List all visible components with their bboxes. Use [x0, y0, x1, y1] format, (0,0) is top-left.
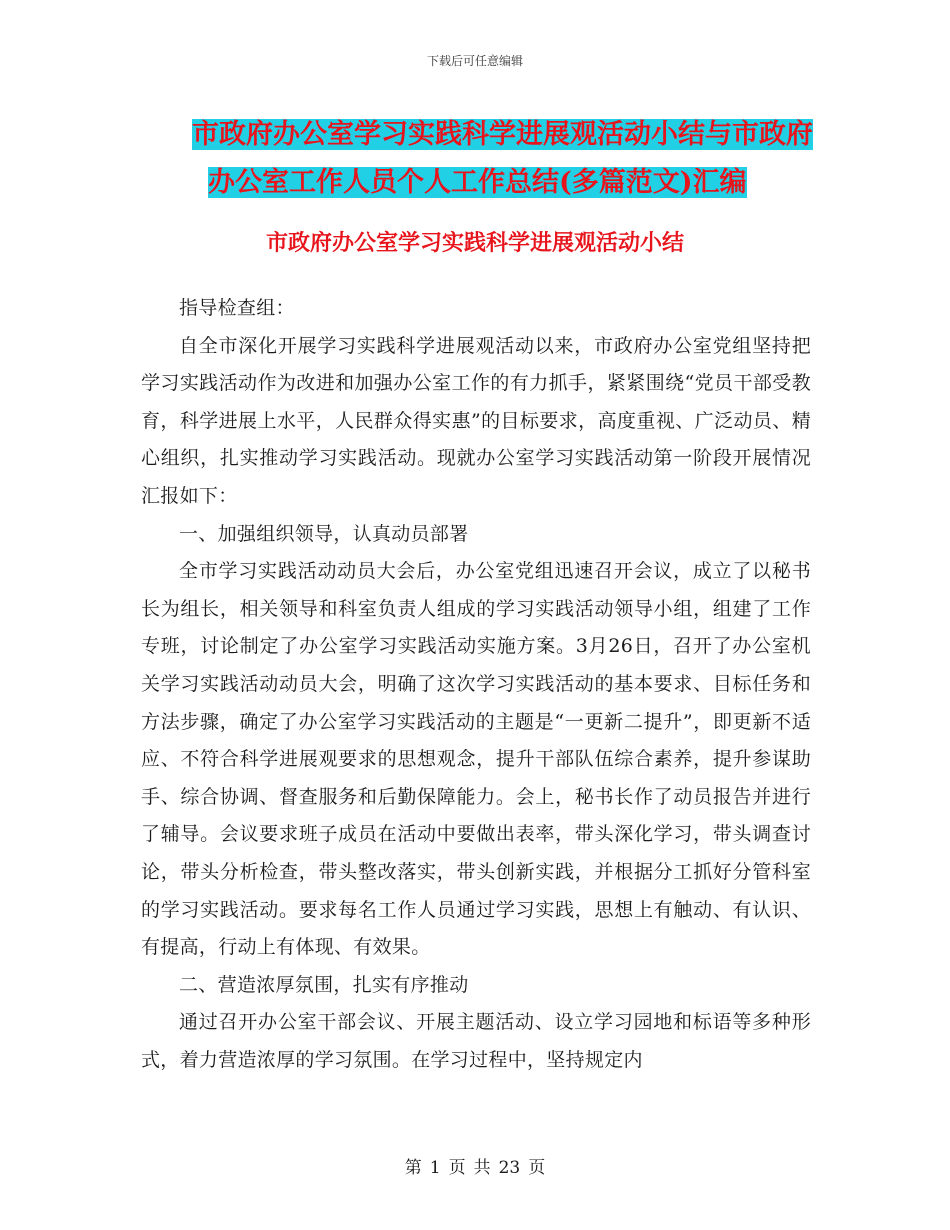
page-number: 1 [429, 1158, 441, 1178]
paragraph: 通过召开办公室干部会议、开展主题活动、设立学习园地和标语等多种形式，着力营造浓厚的学习氛围。在学习过程中，坚持规定内 [141, 1011, 811, 1071]
paragraph: 全市学习实践活动动员大会后，办公室党组迅速召开会议，成立了以秘书长为组长，相关领导和科室负责人组成的学习实践活动领导小组，组建了工作专班，讨论制定了办公室学习实践活动实施方案。3月26日，召开了办公室机关学习实践活动动员大会，明确了这次学习实践活动的基本要求、目标任务和方法步骤，确定了办公室学习实践活动的主题是“一更新二提升”，即更新不适应、不符合科学进展观要求的思想观念，提升干部队伍综合素养，提升参谋助手、综合协调、督查服务和后勤保障能力。会上，秘书长作了动员报告并进行了辅导。会议要求班子成员在活动中要做出表率，带头深化学习，带头调查讨论，带头分析检查，带头整改落实，带头创新实践，并根据分工抓好分管科室的学习实践活动。要求每名工作人员通过学习实践，思想上有触动、有认识、有提高，行动上有体现、有效果。 [141, 560, 811, 959]
title-line-2: 办公室工作人员个人工作总结(多篇范文)汇编 [208, 167, 747, 198]
footer-total-word: 共 [473, 1158, 491, 1178]
page-footer [0, 1153, 950, 1178]
section-title: 市政府办公室学习实践科学进展观活动小结 [265, 230, 684, 256]
document-body [141, 290, 811, 1079]
paragraph: 自全市深化开展学习实践科学进展观活动以来，市政府办公室党组坚持把学习实践活动作为改进和加强办公室工作的有力抓手，紧紧围绕“党员干部受教育，科学进展上水平，人民群众得实惠”的目标要求，高度重视、广泛动员、精心组织，扎实推动学习实践活动。现就办公室学习实践活动第一阶段开展情况汇报如下： [141, 334, 811, 507]
heading-1: 一、加强组织领导，认真动员部署 [179, 522, 469, 545]
title-line-1: 市政府办公室学习实践科学进展观活动小结与市政府 [192, 119, 813, 150]
document-title [192, 111, 812, 207]
salutation: 指导检查组： [179, 297, 295, 319]
heading-2: 二、营造浓厚氛围，扎实有序推动 [179, 973, 469, 996]
total-pages: 23 [498, 1158, 521, 1178]
footer-suffix: 页 [528, 1158, 546, 1178]
footer-prefix: 第 [404, 1158, 422, 1178]
footer-page-word: 页 [448, 1158, 466, 1178]
header-note: 下载后可任意编辑 [426, 54, 523, 68]
